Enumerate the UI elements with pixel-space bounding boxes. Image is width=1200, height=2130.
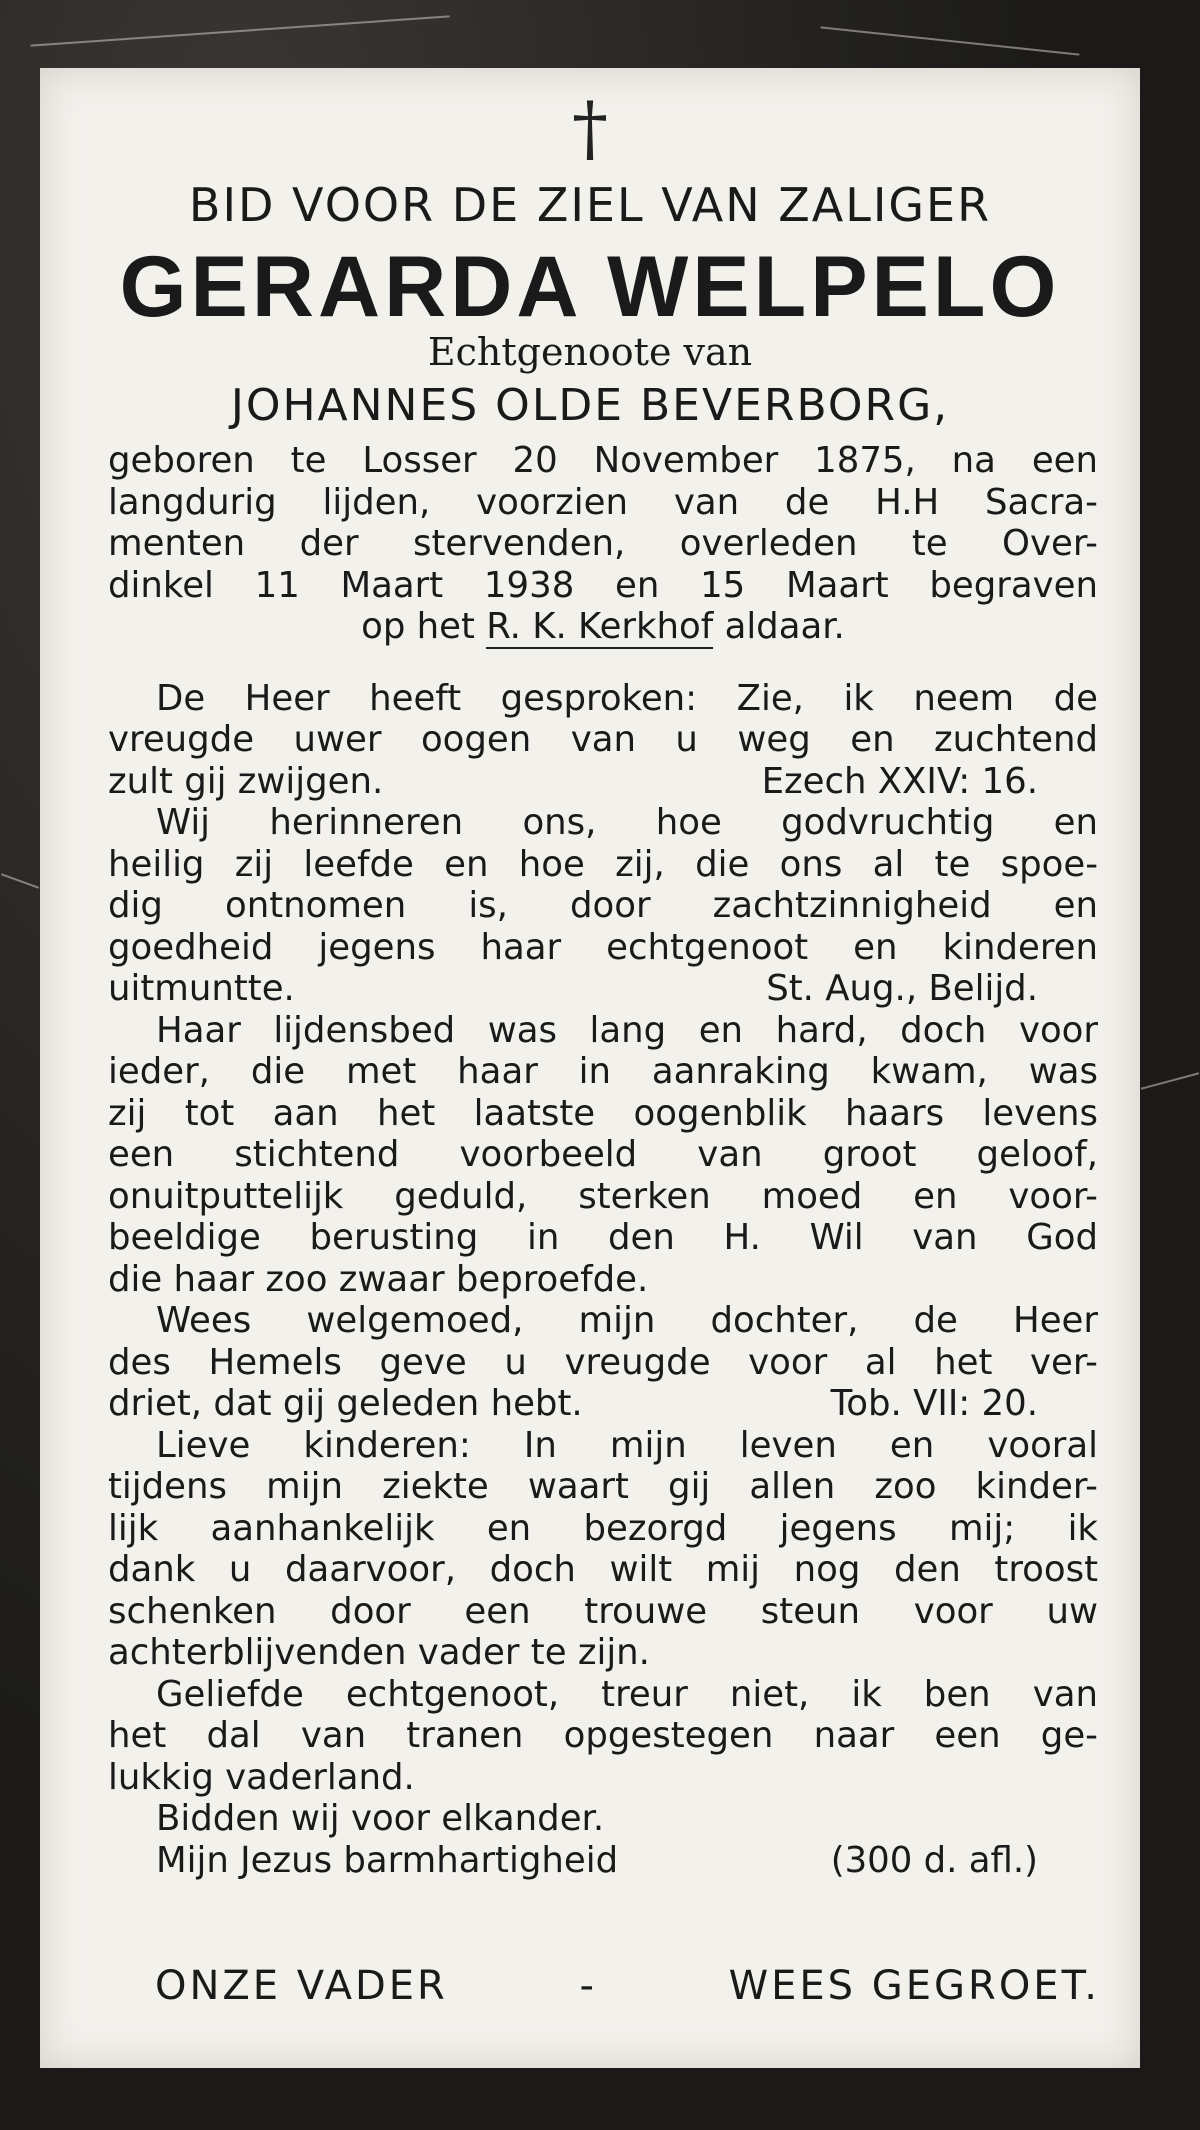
prayer-names [155,1963,1100,2009]
text-line: schenken door een trouwe steun voor uw [108,1590,1098,1632]
underlined-text: R. K. Kerkhof [486,606,714,647]
text-line: goedheid jegens haar echtgenoot en kinderen [108,926,1098,968]
text-line: Lieve kinderen: In mijn leven en vooral [156,1424,1098,1466]
text-line: lijk aanhankelijk en bezorgd jegens mij; ik [108,1507,1098,1549]
deceased-name: GERARDA WELPELO [119,239,1061,335]
text-line: geboren te Losser 20 November 1875, na een [108,440,1098,481]
text-fragment: driet, dat gij geleden hebt. [108,1383,583,1424]
quote-ezechiel [108,678,1098,803]
text-line [108,968,1098,1010]
scripture-reference: Tob. VII: 20. [830,1383,1038,1424]
paragraph-suffering [108,1010,1098,1301]
prayer-hail-mary: WEES GEGROET. [728,1963,1100,2009]
crack-mark [30,15,449,46]
invocation: Mijn Jezus barmhartigheid [156,1839,619,1881]
quote-tobias [108,1300,1098,1425]
crack-mark [1141,1072,1199,1089]
prayer-our-father: ONZE VADER [155,1963,448,2009]
text-line: ieder, die met haar in aanraking kwam, was [108,1051,1098,1092]
text-line [108,1383,1098,1425]
scripture-reference: Ezech XXIV: 16. [761,760,1038,802]
closing-prayers [108,1798,1098,1881]
text-line: dinkel 11 Maart 1938 en 15 Maart begraven [108,564,1098,606]
text-line: dank u daarvoor, doch wilt mij nog den troost [108,1549,1098,1590]
text-line: vreugde uwer oogen van u weg en zuchtend [108,719,1098,760]
spouse-of-label: Echtgenoote van [427,330,753,374]
spouse-name: JOHANNES OLDE BEVERBORG, [230,380,950,431]
card-body [108,440,1098,1881]
prayer-separator: - [579,1963,597,2009]
text-line: langdurig lijden, voorzien van de H.H Sacra- [108,481,1098,523]
text-line: menten der stervenden, overleden te Over- [108,523,1098,564]
crack-mark [1,873,39,889]
text-line: Wij herinneren ons, hoe godvruchtig en [156,802,1098,843]
memorial-card [40,68,1140,2068]
text-fragment: op het [361,606,487,647]
crack-mark [821,26,1080,55]
text-line: zij tot aan het laatste oogenblik haars levens [108,1092,1098,1134]
quote-augustinus [108,802,1098,1010]
text-line: tijdens mijn ziekte waart gij allen zoo kinder- [108,1466,1098,1507]
text-line: beeldige berusting in den H. Wil van God [108,1217,1098,1258]
cross-icon: † [572,86,608,170]
text-fragment: zult gij zwijgen. [108,760,384,802]
text-line [108,761,1098,803]
text-fragment: aldaar. [713,606,845,647]
text-line: Wees welgemoed, mijn dochter, de Heer [156,1300,1098,1341]
scripture-reference: St. Aug., Belijd. [766,968,1038,1009]
text-line [108,606,1098,648]
text-line: lukkig vaderland. [108,1756,415,1798]
text-line: die haar zoo zwaar beproefde. [108,1258,649,1300]
paragraph-children [108,1425,1098,1674]
text-line: het dal van tranen opgestegen naar een ge- [108,1715,1098,1756]
heading: BID VOOR DE ZIEL VAN ZALIGER [188,178,992,232]
text-line: een stichtend voorbeeld van groot geloof, [108,1134,1098,1175]
text-line: dig ontnomen is, door zachtzinnigheid en [108,885,1098,926]
text-line: Bidden wij voor elkander. [156,1798,605,1839]
text-line: des Hemels geve u vreugde voor al het ver- [108,1341,1098,1383]
text-line: De Heer heeft gesproken: Zie, ik neem de [156,677,1098,719]
text-line: heilig zij leefde en hoe zij, die ons al te spoe- [108,843,1098,885]
paragraph-husband [108,1674,1098,1799]
indulgence-note: (300 d. afl.) [830,1839,1038,1881]
bio-paragraph [108,440,1098,648]
text-line: achterblijvenden vader te zijn. [108,1632,650,1673]
text-fragment: uitmuntte. [108,968,295,1009]
text-line: onuitputtelijk geduld, sterken moed en voor- [108,1175,1098,1217]
text-line [108,1840,1098,1882]
text-line: Haar lijdensbed was lang en hard, doch voor [156,1009,1098,1051]
text-line: Geliefde echtgenoot, treur niet, ik ben van [156,1673,1098,1715]
